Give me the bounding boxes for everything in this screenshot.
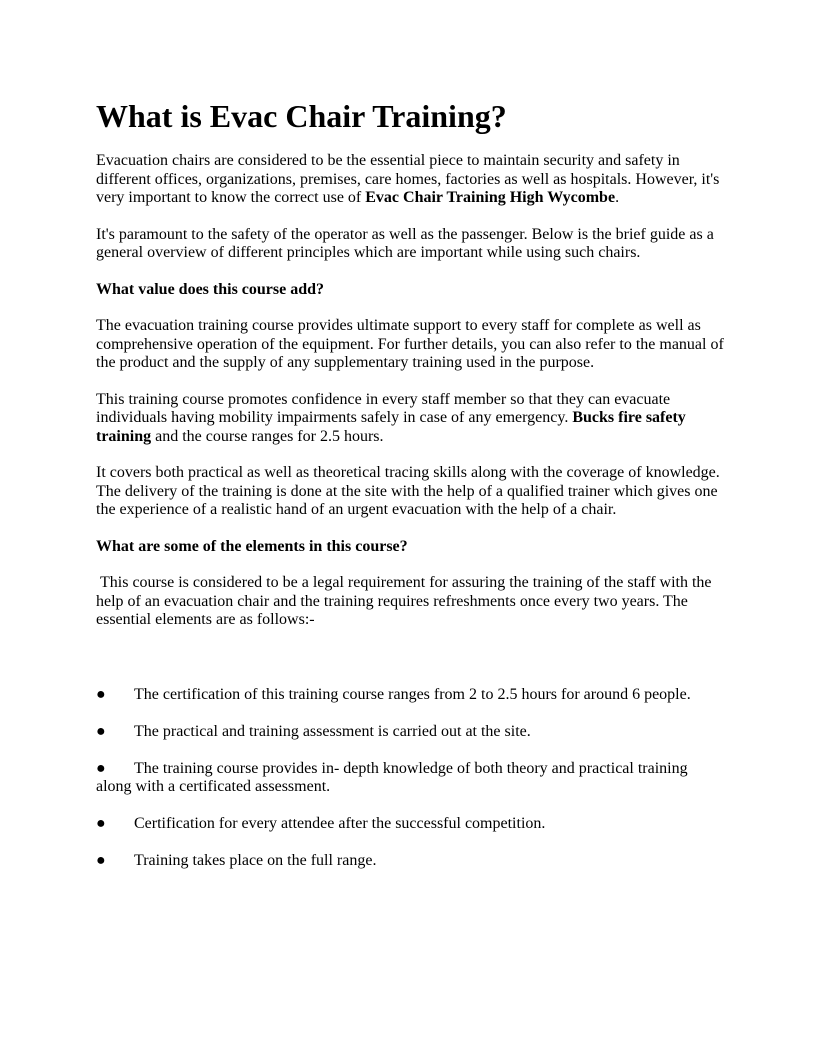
legal-paragraph: This course is considered to be a legal requirement for assuring the training of the staff with the help of an evacuation chair and the training requires refreshments once every two years. The essential elements are as follows:-	[96, 574, 716, 628]
list-item	[96, 686, 724, 705]
list-item-text: The certification of this training course ranges from 2 to 2.5 hours for around 6 people.	[134, 685, 691, 703]
page-title: What is Evac Chair Training?	[96, 98, 507, 134]
elements-heading: What are some of the elements in this course?	[96, 537, 408, 555]
intro-text: Evacuation chairs are considered to be the essential piece to maintain security and safety in different offices, organizations, premises, care homes, factories as well as hospitals. However, it's very important to know the correct use of	[96, 152, 720, 206]
list-item-text: The practical and training assessment is carried out at the site.	[134, 722, 531, 740]
support-paragraph: The evacuation training course provides ultimate support to every staff for complete as well as comprehensive operation of the equipment. For further details, you can also refer to the manual of the product and the supply of any supplementary training used in the purpose.	[96, 317, 724, 371]
promotes-end: and the course ranges for 2.5 hours.	[151, 427, 384, 445]
promotes-text: This training course promotes confidence in every staff member so that they can evacuate individuals having mobility impairments safely in case of any emergency.	[96, 390, 671, 426]
value-heading: What value does this course add?	[96, 280, 325, 298]
bullet-icon: ●	[96, 722, 106, 740]
bullet-icon: ●	[96, 815, 106, 832]
intro-end: .	[615, 189, 620, 206]
bullet-icon: ●	[96, 759, 106, 777]
intro-bold-link-text: Evac Chair Training High Wycombe	[365, 189, 616, 206]
covers-paragraph: It covers both practical as well as theoretical tracing skills along with the coverage of knowledge. The delivery of the training is done at the site with the help of a qualified trainer which gives one the experience of a realistic hand of an urgent evacuation with the help of a chair.	[96, 464, 720, 518]
list-item-text: The training course provides in- depth knowledge of both theory and practical training along with a certificated assessment.	[96, 759, 688, 795]
list-item	[96, 723, 724, 742]
intro-paragraph	[96, 152, 724, 208]
list-item-text: Certification for every attendee after the successful competition.	[134, 815, 546, 832]
safety-paragraph: It's paramount to the safety of the operator as well as the passenger. Below is the brief guide as a general overview of different principles which are important while using such chairs.	[96, 225, 714, 261]
list-item	[96, 852, 724, 871]
bullet-icon: ●	[96, 685, 106, 703]
promotes-paragraph	[96, 391, 724, 447]
list-item	[96, 815, 724, 834]
spacer	[96, 630, 724, 686]
list-item	[96, 760, 724, 797]
promotes-bold-text: Bucks fire safety training	[96, 409, 686, 445]
list-item-text: Training takes place on the full range.	[134, 852, 377, 869]
bullet-list	[96, 686, 724, 871]
bullet-icon: ●	[96, 852, 106, 869]
document-page	[96, 96, 724, 871]
